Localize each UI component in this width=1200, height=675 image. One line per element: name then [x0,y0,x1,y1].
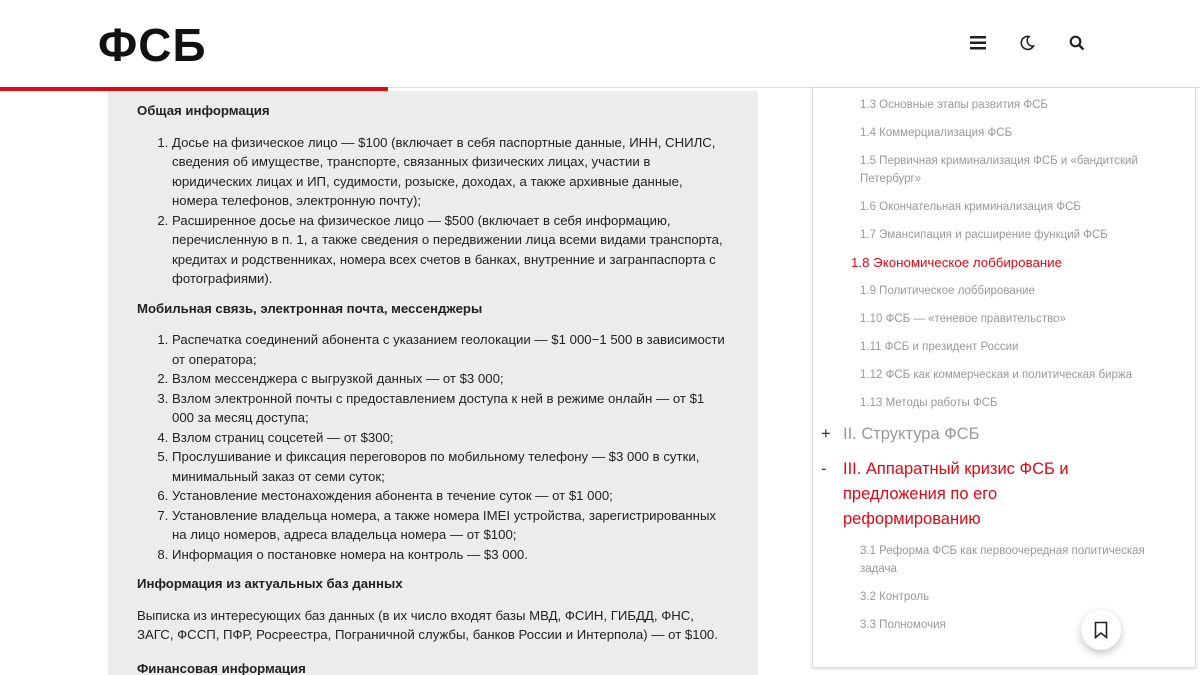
menu-icon[interactable] [967,32,989,54]
toc-item[interactable]: 1.13 Методы работы ФСБ [860,397,998,409]
toc-item[interactable]: 1.10 ФСБ — «теневое правительство» [860,313,1066,325]
list-item: 4. Взлом страниц соцсетей — от $300; [172,428,729,448]
section-heading: Общая информация [137,103,270,118]
toc-section[interactable] [821,422,1103,447]
numbered-list [137,330,729,564]
expand-icon[interactable]: + [821,425,831,443]
list-item: 1. Распечатка соединений абонента с указанием геолокации — $1 000−1 500 в зависимости от оператора; [172,330,729,369]
toc-section[interactable] [821,457,1103,532]
section-heading: Информация из актуальных баз данных [137,576,403,591]
toc-item[interactable]: 1.4 Коммерциализация ФСБ [860,127,1013,139]
toc-item[interactable]: 1.12 ФСБ как коммерческая и политическая биржа [860,369,1132,381]
toc-item[interactable]: 1.3 Основные этапы развития ФСБ [860,99,1048,111]
toc-item[interactable]: 1.9 Политическое лоббирование [860,285,1035,297]
toc-item[interactable]: 3.3 Полномочия [860,619,946,631]
list-item: 8. Информация о постановке номера на контроль — $3 000. [172,545,729,565]
list-item: 3. Взлом электронной почты с предоставлением доступа к ней в режиме онлайн — от $1 000 за месяц доступа; [172,389,729,428]
site-header [0,0,1200,88]
list-item: 5. Прослушивание и фиксация переговоров по мобильному телефону — $3 000 в сутки, минимальный заказ от семи суток; [172,447,729,486]
toc-item[interactable]: 1.8 Экономическое лоббирование [851,255,1063,270]
list-item: 2. Расширенное досье на физическое лицо — $500 (включает в себя информацию, перечисленную в п. 1, а также сведения о передвижении лица всеми видами транспорта, кредитах и родственниках, номера всех счетов в банках, внутренние и загранпаспорта с фотографиями). [172,211,729,289]
article-body [108,91,758,675]
toc-item[interactable]: 1.5 Первичная криминализация ФСБ и «бандитский Петербург» [860,155,1138,185]
toc-item[interactable]: 3.2 Контроль [860,591,930,603]
toc-item[interactable]: 1.7 Эмансипация и расширение функций ФСБ [860,229,1108,241]
toc-section-label: II. Структура ФСБ [843,425,980,443]
section-heading: Финансовая информация [137,660,306,675]
list-item: 6. Установление местонахождения абонента в течение суток — от $1 000; [172,486,729,506]
numbered-list [137,133,729,289]
paragraph: Выписка из интересующих баз данных (в их число входят базы МВД, ФСИН, ГИБДД, ФНС, ЗАГС, ФССП, ПФР, Росреестра, Пограничной службы, банков России и Интерпола) — от $100. [137,607,718,642]
search-icon[interactable] [1066,32,1088,54]
list-item: 1. Досье на физическое лицо — $100 (включает в себя паспортные данные, ИНН, СНИЛС, сведения об имуществе, транспорте, связанных физических лицах, участии в юридических лицах и ИП, судимости, розыске, доходах, а также архивные данные, номера телефонов, электронную почту); [172,133,729,211]
table-of-contents [812,88,1196,668]
toc-item[interactable]: 1.6 Окончательная криминализация ФСБ [860,201,1081,213]
site-logo[interactable]: ФСБ [98,19,207,71]
moon-icon[interactable] [1016,32,1038,54]
toc-item[interactable]: 3.1 Реформа ФСБ как первоочередная политическая задача [860,545,1145,575]
list-item: 2. Взлом мессенджера с выгрузкой данных — от $3 000; [172,369,729,389]
list-item: 7. Установление владельца номера, а также номера IMEI устройства, зарегистрированных на лицо номеров, адреса владельца номера — от $100; [172,506,729,545]
bookmark-icon [1094,621,1108,639]
bookmark-button[interactable] [1081,610,1121,650]
collapse-icon[interactable]: - [821,460,827,478]
toc-item[interactable]: 1.11 ФСБ и президент России [860,341,1019,353]
toc-section-label: III. Аппаратный кризис ФСБ и предложения по его реформированию [843,460,1069,528]
section-heading: Мобильная связь, электронная почта, мессенджеры [137,300,483,316]
